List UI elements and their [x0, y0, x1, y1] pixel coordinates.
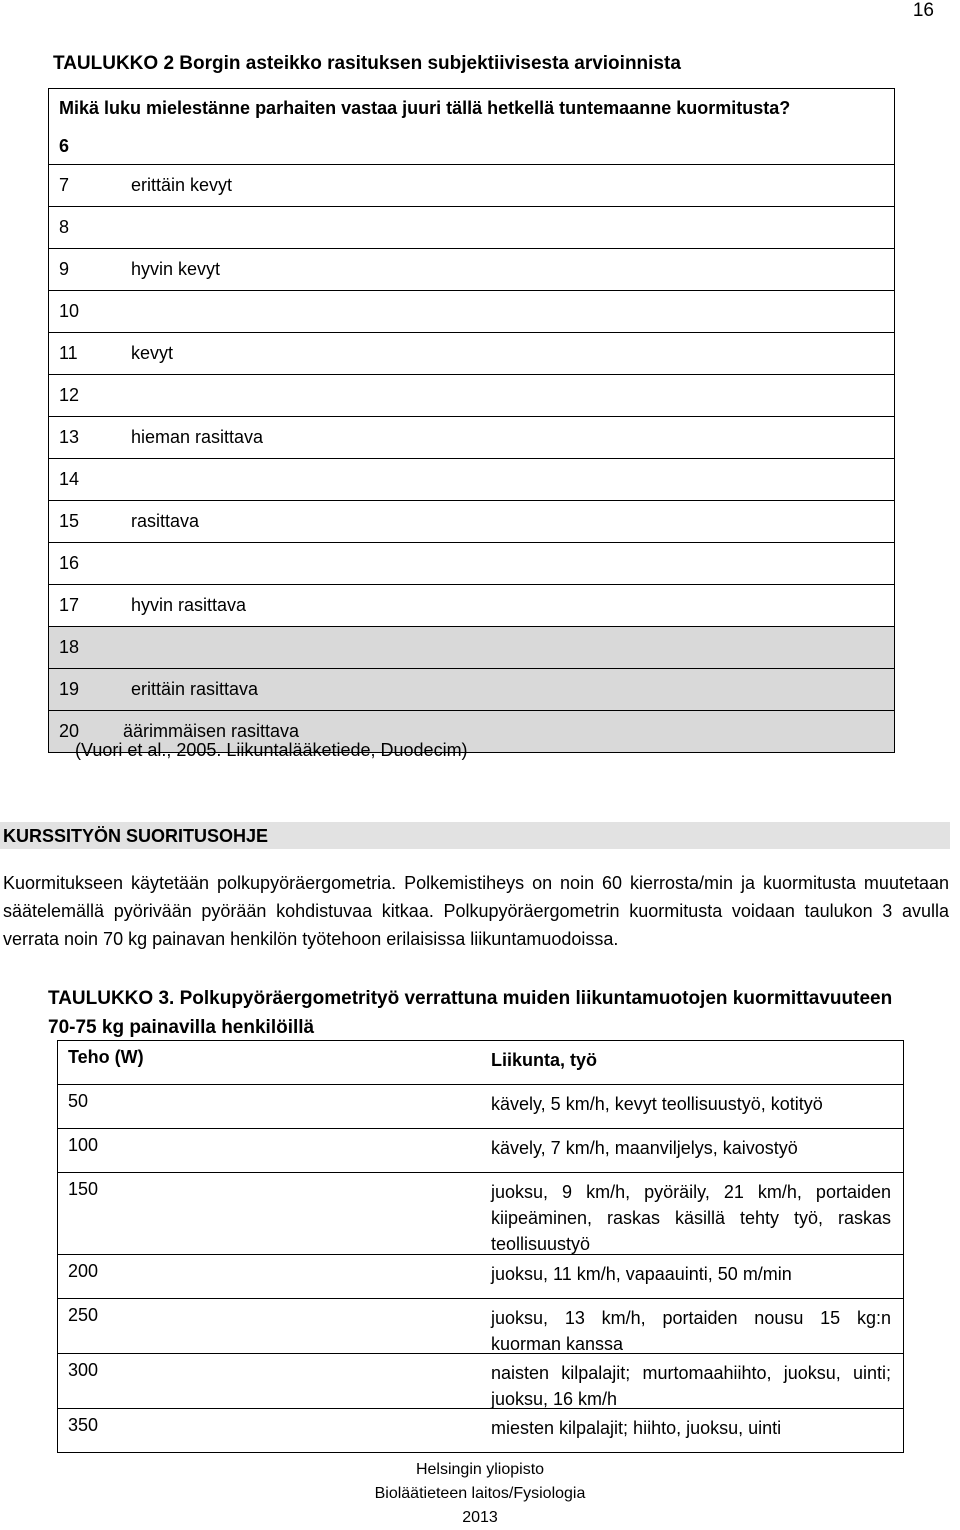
- borg-row: [49, 669, 894, 711]
- activity-cell: miesten kilpalajit; hiihto, juoksu, uinti: [491, 1418, 782, 1438]
- borg-row-num: 17: [59, 595, 80, 615]
- power-cell: 250: [68, 1305, 99, 1325]
- footer-department: Bioläätieteen laitos/Fysiologia: [374, 1485, 586, 1502]
- borg-row: [49, 375, 894, 417]
- borg-row-num: 19: [59, 679, 80, 699]
- borg-row-num: 9: [59, 259, 70, 279]
- borg-question-row: [49, 89, 894, 165]
- borg-row-num: 15: [59, 511, 80, 531]
- power-cell: 350: [68, 1415, 99, 1435]
- borg-row: [49, 543, 894, 585]
- borg-row-num: 12: [59, 385, 80, 405]
- section-title: KURSSITYÖN SUORITUSOHJE: [3, 826, 269, 846]
- activity-cell: kävely, 5 km/h, kevyt teollisuustyö, kotityö: [491, 1094, 823, 1114]
- footer-university: Helsingin yliopisto: [415, 1461, 545, 1478]
- table2-title: TAULUKKO 2 Borgin asteikko rasituksen subjektiivisesta arvioinnista: [53, 53, 681, 74]
- borg-row-num: 8: [59, 217, 70, 237]
- table3-row: [58, 1085, 903, 1129]
- borg-row: [49, 249, 894, 291]
- borg-row: [49, 627, 894, 669]
- borg-scale-table: [48, 88, 895, 753]
- table2-citation: (Vuori et al., 2005. Liikuntalääketiede, Duodecim): [75, 740, 468, 760]
- activity-cell: juoksu, 9 km/h, pyöräily, 21 km/h, portaiden kiipeäminen, raskas käsillä tehty työ, raskas teollisuustyö: [491, 1182, 891, 1254]
- footer-year: 2013: [462, 1509, 498, 1526]
- activity-cell: juoksu, 11 km/h, vapaauinti, 50 m/min: [491, 1264, 792, 1284]
- table3-row: [58, 1255, 903, 1299]
- borg-row: [49, 207, 894, 249]
- header-power: Teho (W): [68, 1047, 144, 1067]
- borg-row-num: 7: [59, 175, 70, 195]
- activity-cell: kävely, 7 km/h, maanviljelys, kaivostyö: [491, 1138, 798, 1158]
- table3-row: [58, 1173, 903, 1255]
- table3-title: TAULUKKO 3. Polkupyöräergometrityö verrattuna muiden liikuntamuotojen kuormittavuuteen 70-75 kg painavilla henkilöillä: [48, 988, 893, 1038]
- table3-row: [58, 1354, 903, 1409]
- borg-row: [49, 459, 894, 501]
- ergometer-comparison-table: [57, 1040, 904, 1453]
- borg-row-num: 18: [59, 637, 80, 657]
- borg-row-num: 16: [59, 553, 80, 573]
- table3-row: [58, 1409, 903, 1453]
- borg-row-label: hieman rasittava: [131, 427, 264, 447]
- table3-row: [58, 1129, 903, 1173]
- power-cell: 150: [68, 1179, 99, 1199]
- table3-header-row: [58, 1041, 903, 1085]
- page-footer: [0, 1458, 960, 1530]
- borg-row-label: äärimmäisen rasittava: [123, 721, 300, 741]
- borg-row: [49, 585, 894, 627]
- borg-row-num: 20: [59, 721, 80, 741]
- activity-cell: juoksu, 13 km/h, portaiden nousu 15 kg:n kuorman kanssa: [491, 1308, 891, 1354]
- borg-row-num: 11: [59, 343, 78, 363]
- table3-row: [58, 1299, 903, 1354]
- borg-row-label: kevyt: [131, 343, 174, 363]
- borg-question: Mikä luku mielestänne parhaiten vastaa juuri tällä hetkellä tuntemaanne kuormitusta?: [59, 98, 791, 118]
- borg-row: [49, 291, 894, 333]
- borg-row-label: erittäin kevyt: [131, 175, 233, 195]
- borg-row: [49, 165, 894, 207]
- borg-row-num: 14: [59, 469, 80, 489]
- instruction-paragraph: Kuormitukseen käytetään polkupyöräergometria. Polkemistiheys on noin 60 kierrosta/min ja kuormitusta muutetaan säätelemällä pyörivään pyörään kohdistuvaa kitkaa. Polkupyöräergometrin kuormitusta voidaan taulukon 3 avulla verrata noin 70 kg painavan henkilön työtehoon erilaisissa liikuntamuodoissa.: [3, 873, 949, 949]
- activity-cell: naisten kilpalajit; murtomaahiihto, juoksu, uinti; juoksu, 16 km/h: [491, 1363, 891, 1409]
- power-cell: 200: [68, 1261, 99, 1281]
- borg-row: [49, 333, 894, 375]
- power-cell: 50: [68, 1091, 89, 1111]
- borg-row-label: erittäin rasittava: [131, 679, 259, 699]
- page-number: 16: [912, 0, 934, 21]
- power-cell: 300: [68, 1360, 99, 1380]
- borg-row-label: hyvin kevyt: [131, 259, 221, 279]
- borg-row: [49, 417, 894, 459]
- power-cell: 100: [68, 1135, 99, 1155]
- borg-row-label: hyvin rasittava: [131, 595, 247, 615]
- borg-row-num: 6: [59, 136, 70, 156]
- borg-row-label: rasittava: [131, 511, 200, 531]
- header-activity: Liikunta, työ: [491, 1050, 598, 1070]
- borg-row-num: 10: [59, 301, 80, 321]
- borg-row: [49, 501, 894, 543]
- borg-row-num: 13: [59, 427, 80, 447]
